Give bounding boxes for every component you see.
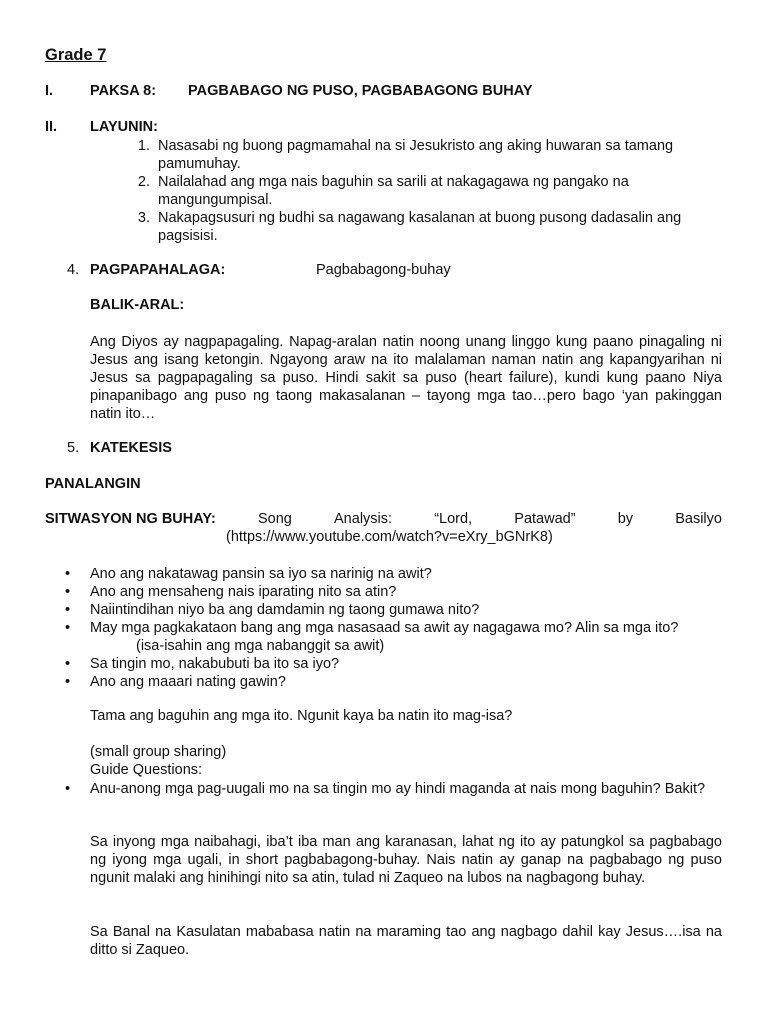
question-item: [60, 619, 730, 655]
bullet-icon: •: [65, 781, 71, 797]
section-1-label: PAKSA 8:: [90, 83, 157, 99]
sitwasyon-label: SITWASYON NG BUHAY:: [45, 511, 216, 527]
section-1-numeral: I.: [45, 83, 54, 99]
objective-item: [130, 173, 730, 209]
grade-heading: Grade 7: [45, 46, 107, 64]
guide-questions-list: [60, 780, 730, 798]
section-1-title: PAGBABAGO NG PUSO, PAGBABAGONG BUHAY: [188, 83, 533, 99]
section-5-number: 5.: [67, 440, 80, 456]
objective-item: [130, 137, 730, 173]
banal-paragraph: Sa Banal na Kasulatan mababasa natin na maraming tao ang nagbago dahil kay Jesus….isa na ditto si Zaqueo.: [90, 924, 722, 958]
objective-number: 3.: [137, 210, 150, 226]
objective-text-cont: mangungumpisal.: [158, 192, 273, 208]
question-item: [60, 673, 730, 691]
bullet-icon: •: [65, 656, 71, 672]
bullet-icon: •: [65, 584, 71, 600]
katekesis-label: KATEKESIS: [90, 440, 172, 456]
objective-item: [130, 209, 730, 245]
objectives-list: [130, 137, 730, 245]
question-item: [60, 655, 730, 673]
sitwasyon-word: Song: [257, 511, 292, 527]
question-item: [60, 583, 730, 601]
section-2-numeral: II.: [45, 119, 58, 135]
question-text: Ano ang maaari nating gawin?: [90, 674, 286, 690]
pagpapahalaga-label: PAGPAPAHALAGA:: [90, 262, 226, 278]
bullet-icon: •: [65, 674, 71, 690]
objective-text: Nakapagsusuri ng budhi sa nagawang kasalanan at buong pusong dadasalin ang: [158, 210, 682, 226]
pagpapahalaga-value: Pagbabagong-buhay: [316, 262, 451, 278]
objective-number: 1.: [137, 138, 150, 154]
question-text: Naiintindihan niyo ba ang damdamin ng taong gumawa nito?: [90, 602, 480, 618]
question-text: May mga pagkakataon bang ang mga nasasaad sa awit ay nagagawa mo? Alin sa mga ito?: [90, 620, 679, 636]
small-group-note: (small group sharing): [90, 744, 227, 760]
question-text: Ano ang mensaheng nais iparating nito sa atin?: [90, 584, 397, 600]
section-2-label: LAYUNIN:: [90, 119, 158, 135]
objective-text: Nasasabi ng buong pagmamahal na si Jesukristo ang aking huwaran sa tamang: [158, 138, 674, 154]
bullet-icon: •: [65, 566, 71, 582]
question-note: (isa-isahin ang mga nabanggit sa awit): [136, 638, 385, 654]
sitwasyon-word: Analysis:: [334, 511, 393, 527]
objective-text: Nailalahad ang mga nais baguhin sa sarili at nakagagawa ng pangako na: [158, 174, 629, 190]
objective-text-cont: pagsisisi.: [158, 228, 218, 244]
section-4-number: 4.: [67, 262, 80, 278]
question-text: Sa tingin mo, nakabubuti ba ito sa iyo?: [90, 656, 340, 672]
tama-line: Tama ang baguhin ang mga ito. Ngunit kaya ba natin ito mag-isa?: [90, 708, 513, 724]
objective-text-cont: pamumuhay.: [158, 156, 241, 172]
guide-question-text: Anu-anong mga pag-uugali mo na sa tingin mo ay hindi maganda at nais mong baguhin? Bakit?: [90, 781, 706, 797]
balik-aral-paragraph: Ang Diyos ay nagpapagaling. Napag-aralan natin noong unang linggo kung paano pinagaling ni Jesus ang isang ketongin. Ngayong araw na ito malalaman naman natin ang kapangyarihan ni Jesus sa pagpapagaling sa puso. Hindi sakit sa puso (heart failure), kundi kung paano Niya pinapanibago ang puso ng taong makasalanan – tayong mga tao…pero bago ‘yan pakinggan natin ito…: [90, 334, 722, 422]
balik-aral-label: BALIK-ARAL:: [90, 297, 185, 313]
sitwasyon-row: [45, 511, 722, 527]
question-item: [60, 601, 730, 619]
sitwasyon-word: by: [617, 511, 634, 527]
objective-number: 2.: [137, 174, 150, 190]
question-item: [60, 565, 730, 583]
song-url[interactable]: (https://www.youtube.com/watch?v=eXry_bGNrK8): [226, 529, 553, 545]
sitwasyon-word: Patawad”: [514, 511, 576, 527]
guide-questions-label: Guide Questions:: [90, 762, 203, 778]
sitwasyon-word: Basilyo: [675, 511, 722, 527]
questions-list: [60, 565, 730, 691]
ibahagi-paragraph: Sa inyong mga naibahagi, iba’t iba man ang karanasan, lahat ng ito ay patungkol sa pagbabago ng iyong mga ugali, in short pagbabagong-buhay. Nais natin ay ganap na pagbabago ng puso ngunit malaki ang hinihingi nito sa atin, tulad ni Zaqueo na lubos na nagbagong buhay.: [90, 834, 722, 886]
bullet-icon: •: [65, 602, 71, 618]
question-text: Ano ang nakatawag pansin sa iyo sa narinig na awit?: [90, 566, 432, 582]
sitwasyon-word: “Lord,: [434, 511, 473, 527]
bullet-icon: •: [65, 620, 71, 636]
guide-question-item: [60, 780, 722, 798]
panalangin-label: PANALANGIN: [45, 476, 141, 492]
